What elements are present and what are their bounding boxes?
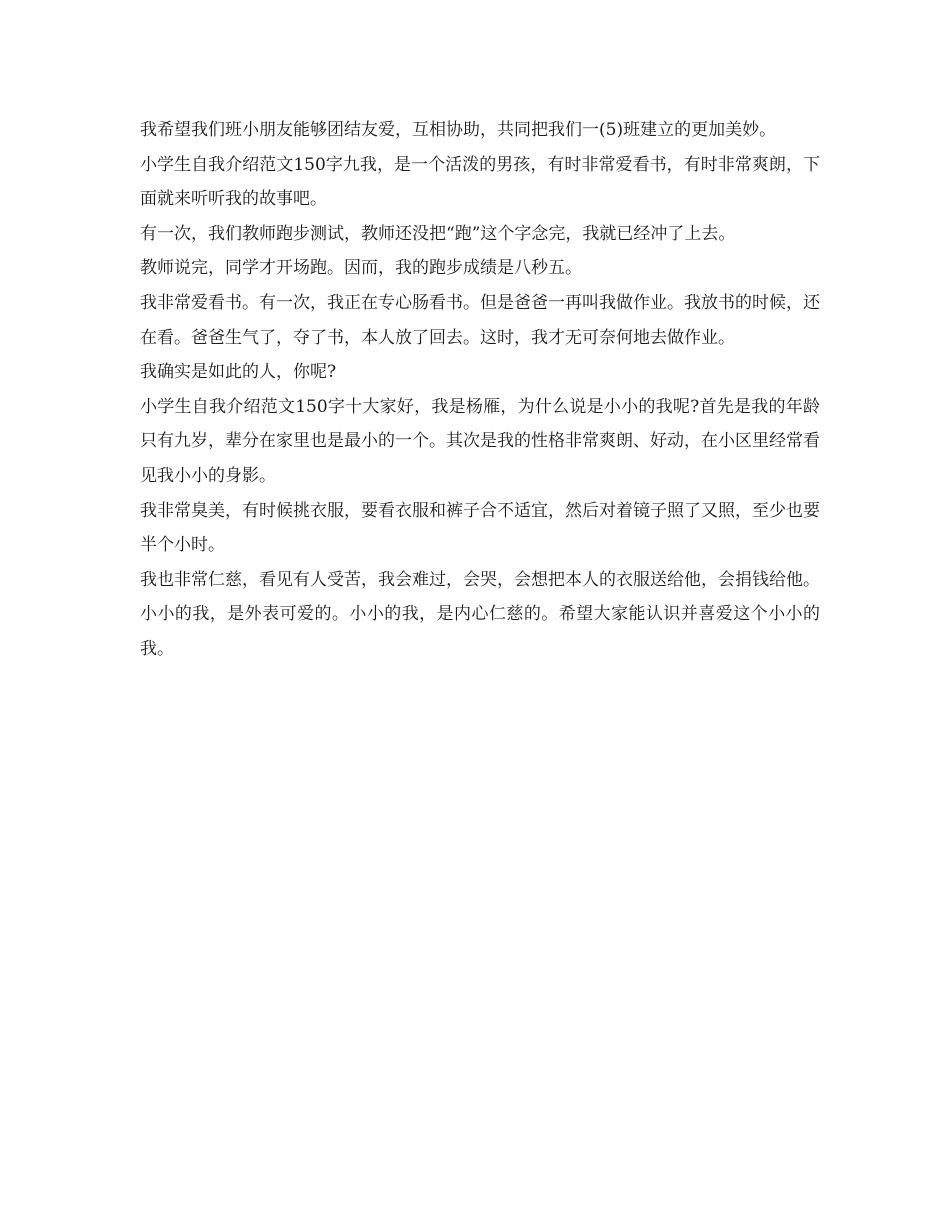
paragraph-10: 小小的我，是外表可爱的。小小的我，是内心仁慈的。希望大家能认识并喜爱这个小小的我。 (140, 604, 820, 659)
paragraph-2: 小学生自我介绍范文150字九我，是一个活泼的男孩，有时非常爱看书，有时非常爽朗，下面就来听听我的故事吧。 (140, 154, 820, 210)
paragraph-8: 我非常臭美，有时候挑衣服，要看衣服和裤子合不适宜，然后对着镜子照了又照，至少也要半个小时。 (140, 500, 820, 556)
document-body (140, 113, 820, 667)
paragraph-3: 有一次，我们教师跑步测试，教师还没把“跑”这个字念完，我就已经冲了上去。 (140, 223, 736, 244)
paragraph-7: 小学生自我介绍范文150字十大家好，我是杨雁，为什么说是小小的我呢?首先是我的年龄只有九岁，辈分在家里也是最小的一个。其次是我的性格非常爽朗、好动，在小区里经常看见我小小的身影。 (140, 396, 820, 486)
paragraph-1: 我希望我们班小朋友能够团结友爱，互相协助，共同把我们一(5)班建立的更加美妙。 (140, 120, 777, 140)
paragraph-4: 教师说完，同学才开场跑。因而，我的跑步成绩是八秒五。 (140, 258, 582, 279)
paragraph-9: 我也非常仁慈，看见有人受苦，我会难过，会哭，会想把本人的衣服送给他，会捐钱给他。 (140, 569, 820, 590)
paragraph-5: 我非常爱看书。有一次，我正在专心肠看书。但是爸爸一再叫我做作业。我放书的时候，还在看。爸爸生气了，夺了书，本人放了回去。这时，我才无可奈何地去做作业。 (140, 292, 820, 348)
paragraph-6: 我确实是如此的人，你呢? (140, 362, 337, 383)
